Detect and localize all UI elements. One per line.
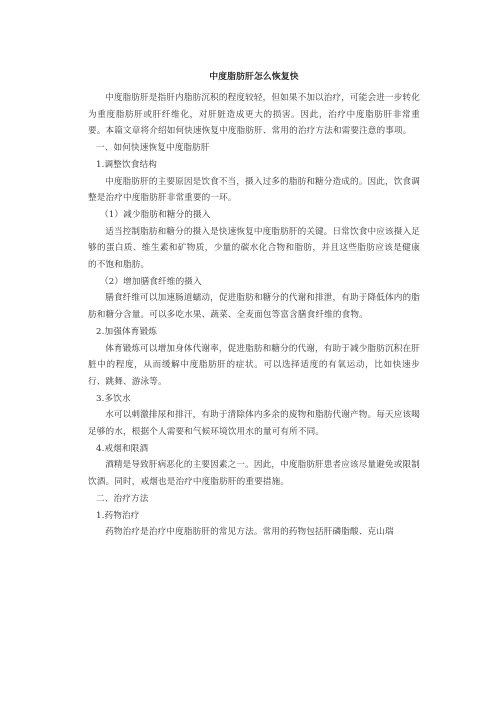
paragraph: 体育锻炼可以增加身体代谢率，促进脂肪和糖分的代谢，有助于减少脂肪沉积在肝脏中的程度，从而缓解中度脂肪肝的症状。可以选择适度的有氧运动，比如快速步行、跳舞、游泳等。 [88, 343, 420, 387]
document-body [88, 70, 420, 541]
item-heading: （2）增加膳食纤维的摄入 [100, 276, 202, 287]
item-heading: （1）减少脂肪和糖分的摄入 [100, 209, 211, 220]
subsection-heading: 1.调整饮食结构 [96, 159, 157, 170]
paragraph: 膳食纤维可以加速肠道蠕动，促进脂肪和糖分的代谢和排泄，有助于降低体内的脂肪和糖分含量。可以多吃水果、蔬菜、全麦面包等富含膳食纤维的食物。 [88, 293, 420, 321]
subsection-heading: 4.戒烟和限酒 [96, 443, 149, 454]
paragraph: 药物治疗是治疗中度脂肪肝的常见方法。常用的药物包括肝磷脂酸、克山瑞 [105, 527, 394, 538]
document-title: 中度脂肪肝怎么恢复快 [209, 72, 299, 82]
paragraph: 水可以刺激排尿和排汗，有助于清除体内多余的废物和脂肪代谢产物。每天应该喝足够的水，根据个人需要和气候环境饮用水的量可有所不同。 [88, 410, 420, 438]
section-heading: 一、如何快速恢复中度脂肪肝 [96, 143, 210, 154]
section-heading: 二、治疗方法 [96, 493, 149, 504]
paragraph: 酒精是导致肝病恶化的主要因素之一。因此，中度脂肪肝患者应该尽量避免或限制饮酒。同时，戒烟也是治疗中度脂肪肝的重要措施。 [88, 460, 420, 488]
paragraph-intro: 中度脂肪肝是指肝内脂肪沉积的程度较轻，但如果不加以治疗，可能会进一步转化为重度脂肪肝或肝纤维化，对肝脏造成更大的损害。因此，治疗中度脂肪肝非常重要。本篇文章将介绍如何快速恢复中度脂肪肝、常用的治疗方法和需要注意的事项。 [88, 93, 420, 137]
subsection-heading: 2.加强体育锻炼 [96, 326, 157, 337]
paragraph: 适当控制脂肪和糖分的摄入是快速恢复中度脂肪肝的关键。日常饮食中应该摄入足够的蛋白质、维生素和矿物质，少量的碳水化合物和脂肪，并且这些脂肪应该是健康的不饱和脂肪。 [88, 226, 420, 271]
subsection-heading: 3.多饮水 [96, 393, 131, 404]
paragraph: 中度脂肪肝的主要原因是饮食不当，摄入过多的脂肪和糖分造成的。因此，饮食调整是治疗中度脂肪肝非常重要的一环。 [88, 176, 420, 204]
subsection-heading: 1.药物治疗 [96, 510, 140, 521]
